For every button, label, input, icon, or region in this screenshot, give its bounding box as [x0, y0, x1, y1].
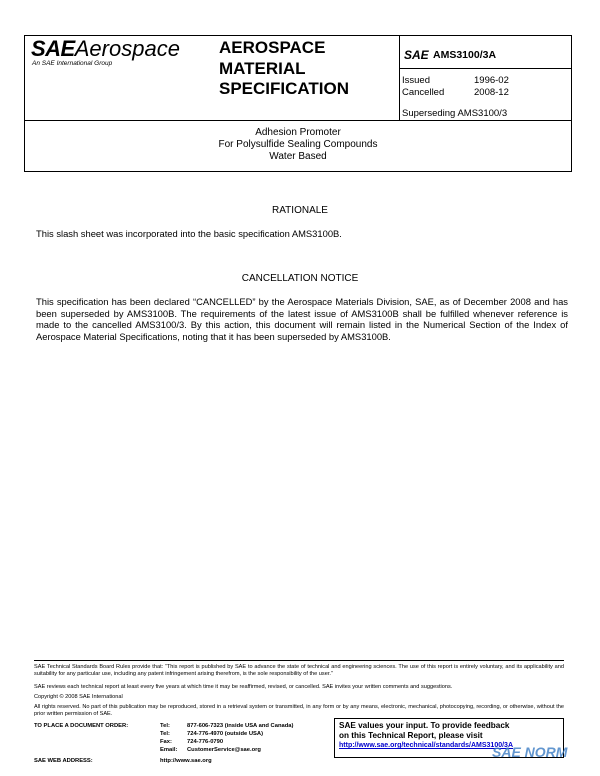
spec-type-line: SPECIFICATION: [219, 79, 350, 98]
fax-value: 724-776-0790: [187, 739, 224, 745]
tel2-value: 724-776-4970 (outside USA): [187, 731, 264, 737]
email-value[interactable]: CustomerService@sae.org: [187, 747, 261, 753]
document-title-line: For Polysulfide Sealing Compounds: [218, 139, 378, 150]
logo-sae-text: SAE: [31, 36, 75, 61]
feedback-text: on this Technical Report, please visit: [339, 731, 483, 740]
order-label: TO PLACE A DOCUMENT ORDER:: [34, 723, 129, 729]
header-divider-horizontal: [399, 68, 572, 69]
spec-type-line: AEROSPACE: [219, 38, 326, 57]
email-label: Email:: [160, 747, 178, 753]
document-title-line: Water Based: [269, 151, 327, 162]
footer-rule: [34, 660, 564, 661]
logo-subtitle: An SAE International Group: [32, 60, 113, 67]
web-address-link[interactable]: http://www.sae.org: [160, 758, 212, 764]
spec-type-line: MATERIAL: [219, 58, 306, 78]
doc-sae-logo: SAE: [404, 48, 429, 62]
issued-value: 1996-02: [474, 75, 509, 86]
cancelled-value: 2008-12: [474, 87, 509, 98]
sae-norm-watermark: SAE NORM: [492, 744, 568, 760]
doc-number: AMS3100/3A: [433, 49, 497, 61]
issued-label: Issued: [402, 75, 430, 86]
fax-label: Fax:: [160, 739, 172, 745]
rationale-heading: RATIONALE: [272, 205, 328, 216]
rights-notice: All rights reserved. No part of this publication may be reproduced, stored in a retrieval system or transmitted, in any form or by any means, electronic, mechanical, photocopying, recording, or otherwise, without the prior written permission of SAE.: [34, 704, 564, 718]
tel2-label: Tel:: [160, 731, 170, 737]
tel1-label: Tel:: [160, 723, 170, 729]
web-address-label: SAE WEB ADDRESS:: [34, 758, 93, 764]
header-divider-vertical: [399, 35, 400, 121]
document-title-line: Adhesion Promoter: [255, 127, 341, 138]
cancellation-text: This specification has been declared “CANCELLED” by the Aerospace Materials Division, SAE, as of December 2008 and has been superseded by AMS3100B. The requirements of the latest issue of AMS3100B shall be fulfilled whenever reference is made to the cancelled AMS3100/3. By this action, this document will remain listed in the Numerical Section of the Index of Aerospace Material Specifications, noting that it has been superseded by AMS3100B.: [36, 296, 568, 342]
logo-aerospace-text: Aerospace: [74, 36, 180, 61]
superseding-note: Superseding AMS3100/3: [402, 108, 508, 119]
review-notice: SAE reviews each technical report at least every five years at which time it may be reaffirmed, revised, or cancelled. SAE invites your written comments and suggestions.: [34, 684, 453, 690]
cancellation-heading: CANCELLATION NOTICE: [241, 273, 359, 284]
spec-type-title: [219, 38, 349, 100]
copyright-notice: Copyright © 2008 SAE International: [34, 694, 123, 700]
tel1-value: 877-606-7323 (inside USA and Canada): [187, 723, 294, 729]
feedback-link[interactable]: http://www.sae.org/technical/standards/AMS3100/3A: [339, 742, 514, 749]
standards-board-rules: SAE Technical Standards Board Rules provide that: “This report is published by SAE to advance the state of technical and engineering sciences. The use of this report is entirely voluntary, and its applicability and suitability for any particular use, including any patent infringement arising therefrom, is the sole responsibility of the user.”: [34, 664, 564, 678]
sae-aerospace-logo: [31, 37, 180, 61]
cancelled-label: Cancelled: [402, 87, 445, 98]
rationale-text: This slash sheet was incorporated into the basic specification AMS3100B.: [36, 228, 342, 239]
feedback-text: SAE values your input. To provide feedback: [339, 721, 510, 730]
